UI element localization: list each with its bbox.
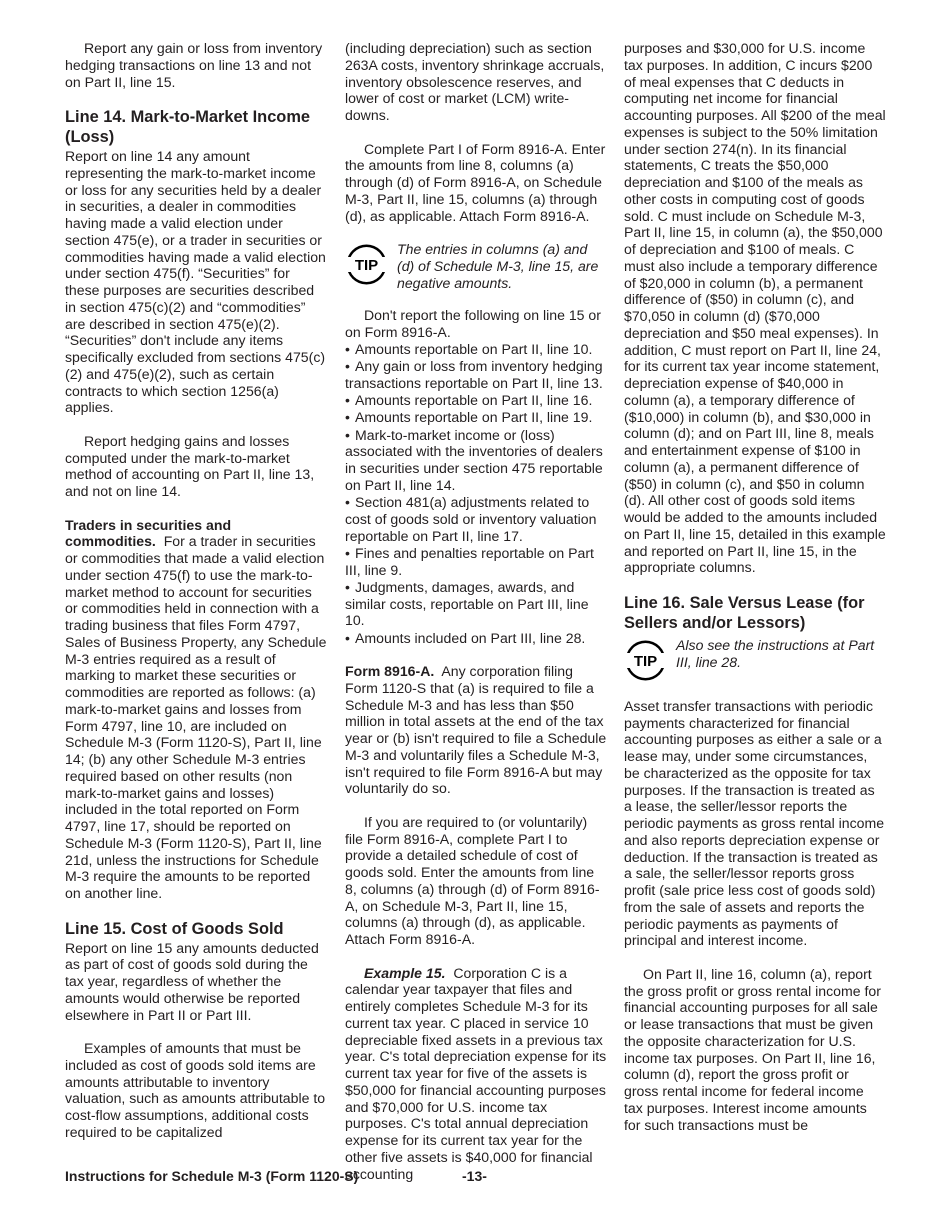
tip-icon-label: TIP: [354, 257, 379, 274]
paragraph-on-part-ii: On Part II, line 16, column (a), report the gross profit or gross rental income for financial accounting purposes for all sale or lease transactions that must be given the opposite characterization for U.S. income tax purposes. On Part II, line 16, column (d), report the gross profit or gross rental income for federal income tax purposes. Interest income amounts for such transactions must be: [624, 965, 881, 1133]
traders-subheading: Traders in securities and commodities.: [65, 516, 232, 550]
paragraph-form-8916a: [345, 663, 607, 797]
paragraph-line-15: Report on line 15 any amounts deducted as part of cost of goods sold during the tax year, regardless of whether the amounts would otherwise be reported elsewhere in Part II or Part III.: [65, 939, 319, 1023]
form-8916a-text: Any corporation filing Form 1120-S that (a) is required to file a Schedule M-3 and has less than $50 million in total assets at the end of the tax year or (b) isn't required to file a Schedule M-3 and voluntarily files a Schedule M-3, isn't required to file Form 8916-A but may voluntarily do so.: [345, 663, 607, 797]
tip-text: The entries in columns (a) and (d) of Schedule M-3, line 15, are negative amounts.: [397, 241, 599, 291]
list-item: • Section 481(a) adjustments related to cost of goods sold or inventory valuation reportable on Part II, line 17.: [345, 494, 607, 544]
example-15-heading: Example 15.: [364, 964, 446, 981]
column-middle: [345, 40, 607, 1182]
list-item: • Any gain or loss from inventory hedging transactions reportable on Part II, line 13.: [345, 358, 607, 392]
paragraph-continued: (including depreciation) such as section 263A costs, inventory shrinkage accruals, inventory obsolescence reserves, and lower of cost or market (LCM) write-downs.: [345, 40, 605, 123]
paragraph-report-hedging: Report hedging gains and losses computed under the mark-to-market method of accounting on Part II, line 13, and not on line 14.: [65, 432, 315, 499]
paragraph-traders: [65, 517, 327, 902]
tip-box: [624, 637, 886, 682]
page-number: -13-: [462, 1168, 487, 1184]
tip-box: [345, 241, 607, 291]
paragraph-dont-report: Don't report the following on line 15 or on Form 8916-A.: [345, 307, 601, 340]
list-item: • Amounts reportable on Part II, line 10.: [345, 341, 607, 358]
paragraph-example-15: [345, 965, 607, 1183]
tip-icon: [345, 243, 388, 286]
form-8916a-subheading: Form 8916-A.: [345, 663, 435, 679]
heading-line-14: Line 14. Mark-to-Market Income (Loss): [65, 108, 311, 146]
paragraph-complete-part-i: Complete Part I of Form 8916-A. Enter the amounts from line 8, columns (a) through (d) of Form 8916-A, on Schedule M-3, Part II, line 15, columns (a) through (d), as applicable. Attach Form 8916-A.: [345, 140, 606, 224]
list-item: • Amounts reportable on Part II, line 19.: [345, 409, 607, 426]
paragraph-hedging: Report any gain or loss from inventory hedging transactions on line 13 and not on Part II, line 15.: [65, 40, 323, 90]
list-item: • Fines and penalties reportable on Part III, line 9.: [345, 545, 607, 579]
tip-icon-label: TIP: [633, 652, 658, 670]
tip-text: Also see the instructions at Part III, line 28.: [676, 636, 875, 670]
heading-line-15: Line 15. Cost of Goods Sold: [65, 919, 284, 938]
example-15-text: Corporation C is a calendar year taxpayer that files and entirely completes Schedule M-3 for its current tax year. C placed in service 10 depreciable fixed assets in a previous tax year. C's total depreciation expense for its current tax year for five of the assets is $50,000 for financial accounting purposes and $70,000 for U.S. income tax purposes. C's total annual depreciation expense for its current tax year for the other five assets is $40,000 for financial accounting: [345, 964, 607, 1182]
column-left: [65, 40, 327, 1141]
list-item: • Amounts reportable on Part II, line 16.: [345, 392, 607, 409]
heading-line-16: Line 16. Sale Versus Lease (for Sellers and/or Lessors): [624, 593, 865, 632]
paragraph-line-14: Report on line 14 any amount representing the mark-to-market income or loss for any securities held by a dealer in securities, a dealer in commodities having made a valid election under section 475(e), or a trader in securities or commodities having made a valid election under section 475(f). “Securities” for these purposes are securities described in section 475(c)(2) and “commodities” are described in section 475(e)(2). “Securities” don't include any items specifically excluded from sections 475(c)(2) and 475(e)(2), such as certain contracts to which section 1256(a) applies.: [65, 148, 326, 416]
footer-title: Instructions for Schedule M-3 (Form 1120-S): [65, 1168, 359, 1184]
paragraph-if-required: If you are required to (or voluntarily) file Form 8916-A, complete Part I to provide a detailed schedule of cost of goods sold. Enter the amounts from line 8, columns (a) through (d) of Form 8916-A, on Schedule M-3, Part II, line 15, columns (a) through (d), as applicable. Attach Form 8916-A.: [345, 813, 600, 947]
column-right: [624, 40, 886, 1133]
tip-icon: [624, 639, 667, 682]
paragraph-asset-transfer: Asset transfer transactions with periodic payments characterized for financial accounting purposes as either a sale or a lease may, under some circumstances, be characterized as the opposite for tax purposes. If the transaction is treated as a lease, the seller/lessor reports the periodic payments as gross rental income and also reports depreciation expense or deduction. If the transaction is treated as a sale, the seller/lessor reports gross profit (sale price less cost of goods sold) from the sale of assets and reports the periodic payments as payments of principal and interest income.: [624, 697, 885, 949]
list-item: • Amounts included on Part III, line 28.: [345, 630, 607, 647]
list-item: • Judgments, damages, awards, and similar costs, reportable on Part III, line 10.: [345, 579, 607, 629]
paragraph-examples: Examples of amounts that must be included as cost of goods sold items are amounts attributable to inventory valuation, such as amounts attributable to cost-flow assumptions, additional costs required to be capitalized: [65, 1040, 326, 1140]
list-item: • Mark-to-market income or (loss) associated with the inventories of dealers in securities under section 475 reportable on Part II, line 14.: [345, 427, 607, 494]
paragraph-example-continued: purposes and $30,000 for U.S. income tax purposes. In addition, C incurs $200 of meal expenses that C deducts in computing net income for financial accounting purposes. All $200 of the meal expenses is subject to the 50% limitation under section 274(n). In its financial statements, C treats the $50,000 depreciation and $100 of the meals as other costs in computing cost of goods sold. C must include on Schedule M-3, Part II, line 15, in column (a), the $50,000 of depreciation and $100 of meals. C must also include a temporary difference of $20,000 in column (b), a permanent difference of ($50) in column (c), and $70,050 in column (d) ($70,000 depreciation and $50 meal expenses). In addition, C must report on Part II, line 24, for its current tax year income statement, depreciation expense of $40,000 in column (a), a temporary difference of ($10,000) in column (b), and $30,000 in column (d); and on Part III, line 8, meals and entertainment expense of $100 in column (a), a permanent difference of ($50) in column (c), and $50 in column (d). All other cost of goods sold items would be added to the amounts included on Part II, line 15, detailed in this example and reported on Part II, line 15, in the appropriate columns.: [624, 40, 886, 576]
traders-text: For a trader in securities or commodities that made a valid election under section 475(f) to use the mark-to-market method to account for securities or commodities held in connection with a trading business that files Form 4797, Sales of Business Property, any Schedule M-3 entries required as a result of marking to market these securities or commodities are reported as follows: (a) mark-to-market gains and losses from Form 4797, line 10, are included on Schedule M-3 (Form 1120-S), Part II, line 14; (b) any other Schedule M-3 entries required based on other results (non mark-to-market gains and losses) included in the total reported on Form 4797, line 17, should be reported on Schedule M-3 (Form 1120-S), Part II, line 21d, unless the instructions for Schedule M-3 require the amounts to be reported on another line.: [65, 533, 327, 901]
